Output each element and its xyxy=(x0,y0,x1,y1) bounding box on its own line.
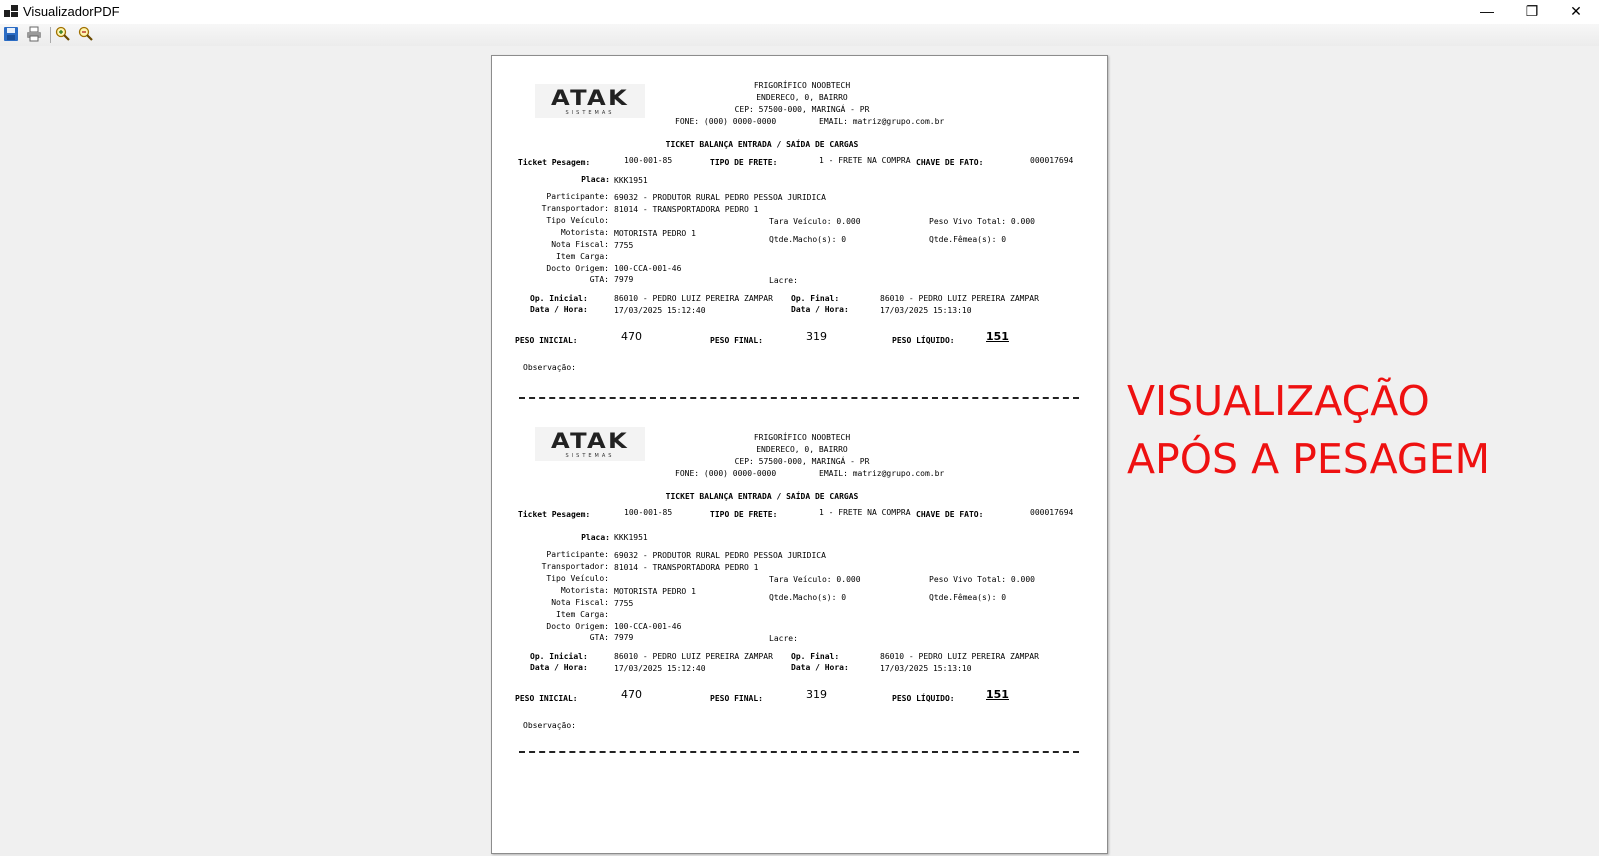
nota-value: 7755 xyxy=(614,241,634,250)
company-phone: FONE: (000) 0000-0000 xyxy=(675,117,777,126)
docto-value: 100-CCA-001-46 xyxy=(614,622,682,631)
company-logo: ATAK SISTEMAS xyxy=(535,84,645,118)
ticket-heading: TICKET BALANÇA ENTRADA / SAÍDA DE CARGAS xyxy=(665,140,859,149)
company-cep: CEP: 57500-000, MARINGÁ - PR xyxy=(734,457,870,466)
motorista-value: MOTORISTA PEDRO 1 xyxy=(614,229,696,238)
frete-label: TIPO DE FRETE: xyxy=(710,510,778,519)
zoom-out-button[interactable] xyxy=(78,26,96,44)
frete-label: TIPO DE FRETE: xyxy=(710,158,778,167)
observacao-label: Observação: xyxy=(523,721,576,730)
op-final-label: Op. Final: xyxy=(791,294,840,303)
zoom-in-button[interactable] xyxy=(55,26,73,44)
peso-final-label: PESO FINAL: xyxy=(710,694,763,703)
zoom-out-icon xyxy=(78,26,94,42)
app-icon xyxy=(4,5,18,17)
participante-value: 69032 - PRODUTOR RURAL PEDRO PESSOA JURIDICA xyxy=(614,193,826,202)
company-address: ENDERECO, 0, BAIRRO xyxy=(756,445,848,454)
peso-final-value: 319 xyxy=(806,330,827,343)
tara-label: Tara Veículo: 0.000 xyxy=(769,575,861,584)
peso-liquido-value: 151 xyxy=(986,688,1009,701)
data-final-label: Data / Hora: xyxy=(791,663,849,672)
ticket-label: Ticket Pesagem: xyxy=(518,510,591,519)
tipo-veiculo-label: Tipo Veículo: xyxy=(546,574,609,583)
lacre-label: Lacre: xyxy=(769,276,798,285)
annotation-text xyxy=(1127,372,1490,488)
restore-button[interactable]: ❐ xyxy=(1525,3,1539,19)
data-inicial-value: 17/03/2025 15:12:40 xyxy=(614,664,706,673)
ticket-copy-2 xyxy=(492,413,1107,763)
peso-inicial-label: PESO INICIAL: xyxy=(515,336,578,345)
docto-label: Docto Origem: xyxy=(546,622,609,631)
window-title: VisualizadorPDF xyxy=(23,4,120,19)
pdf-page xyxy=(491,55,1108,854)
op-inicial-value: 86010 - PEDRO LUIZ PEREIRA ZAMPAR xyxy=(614,294,773,303)
frete-value: 1 - FRETE NA COMPRA xyxy=(819,508,911,517)
peso-inicial-label: PESO INICIAL: xyxy=(515,694,578,703)
close-button[interactable]: ✕ xyxy=(1570,3,1582,19)
placa-label: Placa: xyxy=(581,533,610,542)
company-phone: FONE: (000) 0000-0000 xyxy=(675,469,777,478)
lacre-label: Lacre: xyxy=(769,634,798,643)
data-inicial-label: Data / Hora: xyxy=(530,305,588,314)
nota-label: Nota Fiscal: xyxy=(551,598,609,607)
gta-value: 7979 xyxy=(614,275,634,284)
op-final-value: 86010 - PEDRO LUIZ PEREIRA ZAMPAR xyxy=(880,294,1039,303)
gta-label: GTA: xyxy=(589,275,609,284)
peso-vivo-label: Peso Vivo Total: 0.000 xyxy=(929,575,1035,584)
placa-value: KKK1951 xyxy=(614,176,648,185)
data-final-value: 17/03/2025 15:13:10 xyxy=(880,306,972,315)
toolbar xyxy=(0,24,1599,46)
peso-liquido-label: PESO LÍQUIDO: xyxy=(892,694,955,703)
item-carga-label: Item Carga: xyxy=(556,252,609,261)
signature-line xyxy=(519,397,1079,399)
frete-value: 1 - FRETE NA COMPRA xyxy=(819,156,911,165)
peso-liquido-label: PESO LÍQUIDO: xyxy=(892,336,955,345)
transportador-label: Transportador: xyxy=(541,204,609,213)
chave-label: CHAVE DE FATO: xyxy=(916,158,984,167)
item-carga-label: Item Carga: xyxy=(556,610,609,619)
annotation-line-1: VISUALIZAÇÃO xyxy=(1127,377,1430,425)
placa-value: KKK1951 xyxy=(614,533,648,542)
ticket-value: 100-001-85 xyxy=(624,508,673,517)
femea-label: Qtde.Fêmea(s): 0 xyxy=(929,593,1007,602)
tipo-veiculo-label: Tipo Veículo: xyxy=(546,216,609,225)
company-cep: CEP: 57500-000, MARINGÁ - PR xyxy=(734,105,870,114)
op-inicial-label: Op. Inicial: xyxy=(530,652,588,661)
motorista-label: Motorista: xyxy=(560,586,609,595)
transportador-value: 81014 - TRANSPORTADORA PEDRO 1 xyxy=(614,563,759,572)
peso-liquido-value: 151 xyxy=(986,330,1009,343)
tara-label: Tara Veículo: 0.000 xyxy=(769,217,861,226)
company-email: EMAIL: matriz@grupo.com.br xyxy=(819,117,945,126)
company-address: ENDERECO, 0, BAIRRO xyxy=(756,93,848,102)
macho-label: Qtde.Macho(s): 0 xyxy=(769,235,847,244)
signature-line xyxy=(519,751,1079,753)
motorista-label: Motorista: xyxy=(560,228,609,237)
company-name: FRIGORÍFICO NOOBTECH xyxy=(753,81,851,90)
peso-final-label: PESO FINAL: xyxy=(710,336,763,345)
docto-label: Docto Origem: xyxy=(546,264,609,273)
ticket-heading: TICKET BALANÇA ENTRADA / SAÍDA DE CARGAS xyxy=(665,492,859,501)
ticket-value: 100-001-85 xyxy=(624,156,673,165)
peso-inicial-value: 470 xyxy=(621,688,642,701)
company-email: EMAIL: matriz@grupo.com.br xyxy=(819,469,945,478)
participante-label: Participante: xyxy=(546,550,609,559)
zoom-in-icon xyxy=(55,26,71,42)
op-final-value: 86010 - PEDRO LUIZ PEREIRA ZAMPAR xyxy=(880,652,1039,661)
data-inicial-label: Data / Hora: xyxy=(530,663,588,672)
femea-label: Qtde.Fêmea(s): 0 xyxy=(929,235,1007,244)
save-icon xyxy=(3,26,19,42)
title-bar xyxy=(0,0,1599,24)
peso-final-value: 319 xyxy=(806,688,827,701)
print-icon xyxy=(26,26,42,42)
chave-label: CHAVE DE FATO: xyxy=(916,510,984,519)
nota-value: 7755 xyxy=(614,599,634,608)
data-final-label: Data / Hora: xyxy=(791,305,849,314)
nota-label: Nota Fiscal: xyxy=(551,240,609,249)
op-inicial-label: Op. Inicial: xyxy=(530,294,588,303)
docto-value: 100-CCA-001-46 xyxy=(614,264,682,273)
company-logo: ATAK SISTEMAS xyxy=(535,427,645,461)
chave-value: 000017694 xyxy=(1030,156,1074,165)
ticket-copy-1 xyxy=(492,56,1107,406)
placa-label: Placa: xyxy=(581,175,610,184)
gta-value: 7979 xyxy=(614,633,634,642)
minimize-button[interactable]: — xyxy=(1480,3,1494,19)
data-inicial-value: 17/03/2025 15:12:40 xyxy=(614,306,706,315)
observacao-label: Observação: xyxy=(523,363,576,372)
transportador-label: Transportador: xyxy=(541,562,609,571)
motorista-value: MOTORISTA PEDRO 1 xyxy=(614,587,696,596)
transportador-value: 81014 - TRANSPORTADORA PEDRO 1 xyxy=(614,205,759,214)
op-final-label: Op. Final: xyxy=(791,652,840,661)
peso-vivo-label: Peso Vivo Total: 0.000 xyxy=(929,217,1035,226)
macho-label: Qtde.Macho(s): 0 xyxy=(769,593,847,602)
chave-value: 000017694 xyxy=(1030,508,1074,517)
company-name: FRIGORÍFICO NOOBTECH xyxy=(753,433,851,442)
peso-inicial-value: 470 xyxy=(621,330,642,343)
ticket-label: Ticket Pesagem: xyxy=(518,158,591,167)
save-button[interactable] xyxy=(3,26,21,44)
toolbar-separator xyxy=(50,27,51,43)
gta-label: GTA: xyxy=(589,633,609,642)
print-button[interactable] xyxy=(26,26,44,44)
participante-label: Participante: xyxy=(546,192,609,201)
participante-value: 69032 - PRODUTOR RURAL PEDRO PESSOA JURIDICA xyxy=(614,551,826,560)
op-inicial-value: 86010 - PEDRO LUIZ PEREIRA ZAMPAR xyxy=(614,652,773,661)
data-final-value: 17/03/2025 15:13:10 xyxy=(880,664,972,673)
annotation-line-2: APÓS A PESAGEM xyxy=(1127,435,1490,483)
